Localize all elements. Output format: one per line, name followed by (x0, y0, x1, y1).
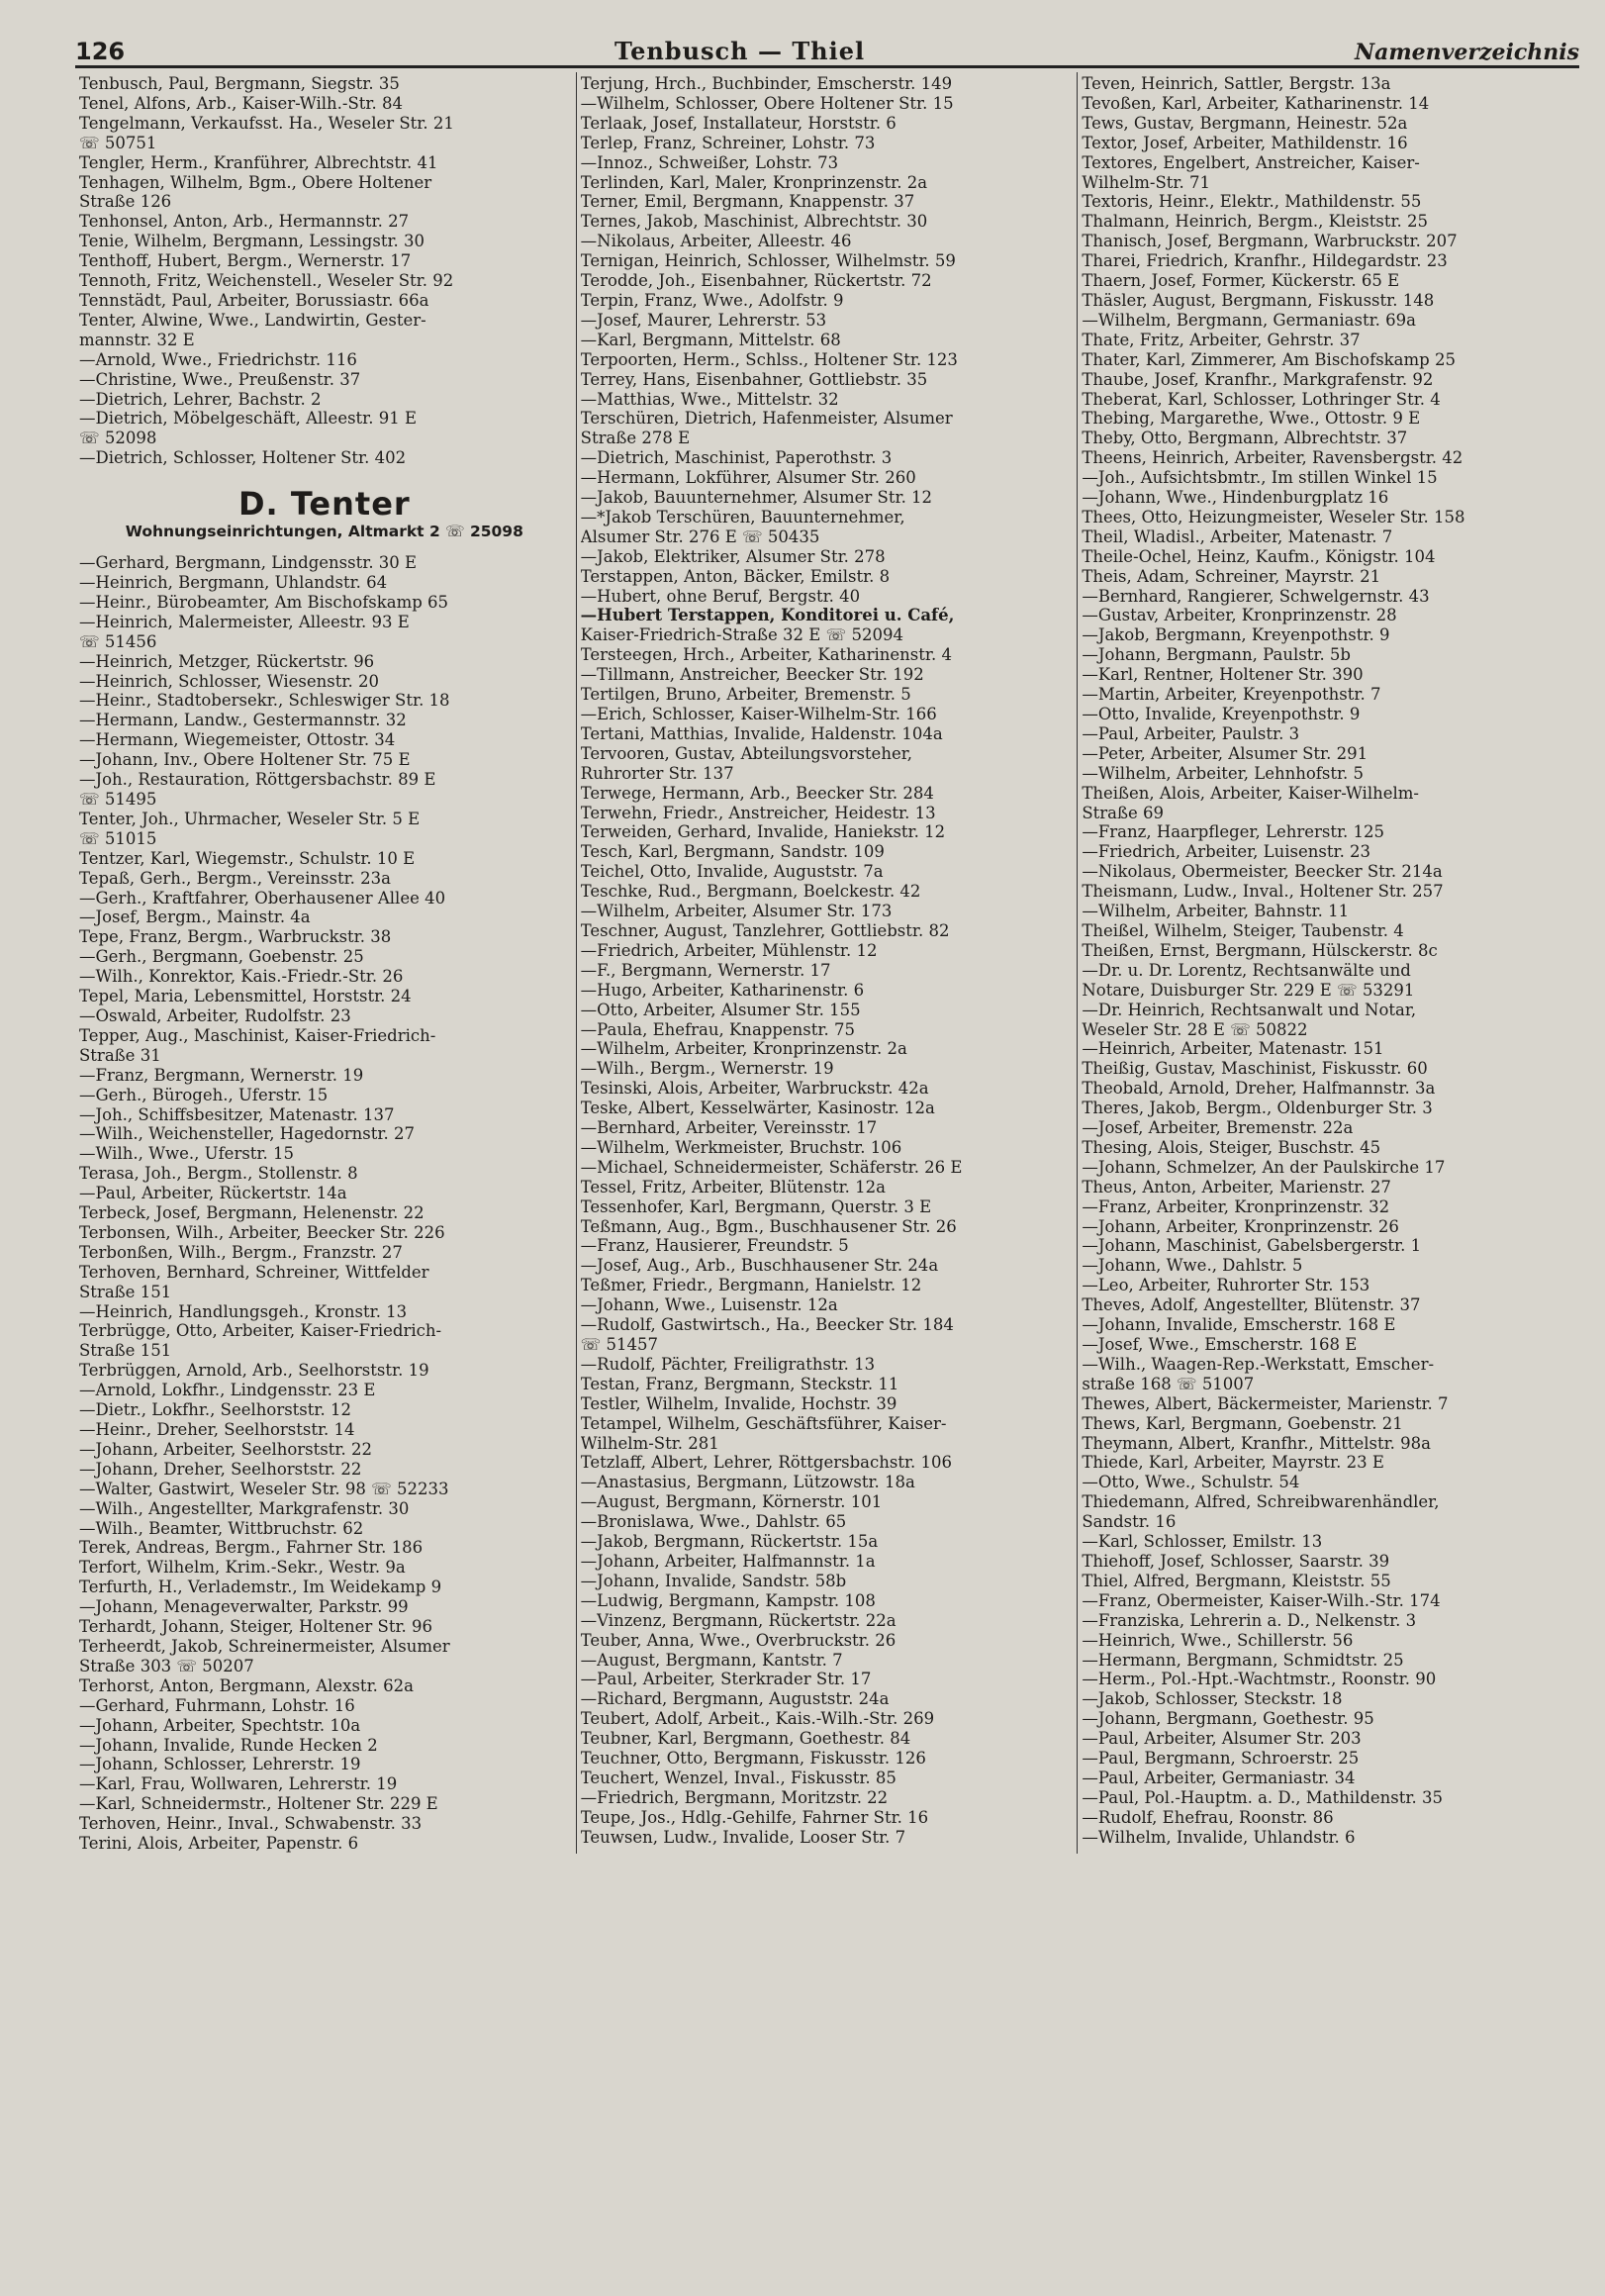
directory-entry: Theberat, Karl, Schlosser, Lothringer Str. 4 (1082, 389, 1441, 409)
directory-entry: Tepel, Maria, Lebensmittel, Horststr. 24 (79, 987, 412, 1006)
directory-entry: —Josef, Wwe., Emscherstr. 168 E (1082, 1335, 1358, 1354)
directory-entry: —Hubert, ohne Beruf, Bergstr. 40 (580, 586, 861, 606)
directory-entry: Straße 151 (79, 1282, 172, 1301)
directory-entry: —Paul, Pol.-Hauptm. a. D., Mathildenstr. 35 (1082, 1787, 1443, 1807)
directory-entry: Testler, Wilhelm, Invalide, Hochstr. 39 (580, 1393, 897, 1413)
directory-entry: —Franz, Hausierer, Freundstr. 5 (580, 1236, 849, 1256)
directory-entry: —Rudolf, Pächter, Freiligrathstr. 13 (580, 1354, 876, 1374)
directory-entry: —Otto, Invalide, Kreyenpothstr. 9 (1082, 705, 1361, 723)
directory-entry: Terweiden, Gerhard, Invalide, Haniekstr. 12 (580, 822, 946, 842)
page-number: 126 (75, 38, 126, 65)
directory-entry: Theile-Ochel, Heinz, Kaufm., Königstr. 104 (1082, 546, 1436, 566)
directory-entry: —Innoz., Schweißer, Lohstr. 73 (580, 152, 839, 172)
directory-entry: Thanisch, Josef, Bergmann, Warbruckstr. 207 (1082, 232, 1458, 251)
directory-entry: —Wilhelm, Schlosser, Obere Holtener Str. 15 (580, 93, 954, 113)
directory-entry: Wilhelm-Str. 71 (1082, 172, 1210, 192)
columns (75, 72, 1579, 1854)
directory-entry: —Hugo, Arbeiter, Katharinenstr. 6 (580, 980, 865, 1000)
directory-entry: Terpoorten, Herm., Schlss., Holtener Str. 123 (580, 349, 958, 369)
directory-entry: —Johann, Menageverwalter, Parkstr. 99 (79, 1597, 409, 1617)
directory-entry: Terasa, Joh., Bergm., Stollenstr. 8 (79, 1164, 358, 1184)
directory-entry: Theres, Jakob, Bergm., Oldenburger Str. 3 (1082, 1099, 1433, 1118)
directory-entry: Thiel, Alfred, Bergmann, Kleiststr. 55 (1082, 1571, 1391, 1590)
directory-entry: Ternes, Jakob, Maschinist, Albrechtstr. 30 (580, 212, 928, 232)
directory-entry: —Heinrich, Handlungsgeh., Kronstr. 13 (79, 1301, 408, 1321)
directory-entry: Terwehn, Friedr., Anstreicher, Heidestr. 13 (580, 803, 936, 822)
directory-entry: Terbonßen, Wilh., Bergm., Franzstr. 27 (79, 1242, 403, 1262)
directory-entry: Terini, Alois, Arbeiter, Papenstr. 6 (79, 1834, 359, 1854)
directory-entry: Terek, Andreas, Bergm., Fahrner Str. 186 (79, 1538, 424, 1558)
directory-entry: —Heinr., Bürobeamter, Am Bischofskamp 65 (79, 592, 449, 612)
directory-entry: Terheerdt, Jakob, Schreinermeister, Alsumer (79, 1636, 450, 1656)
directory-entry: —Josef, Maurer, Lehrerstr. 53 (580, 310, 827, 330)
directory-entry: —Paul, Arbeiter, Germaniastr. 34 (1082, 1768, 1356, 1787)
directory-entry: —Jakob, Bauunternehmer, Alsumer Str. 12 (580, 488, 933, 508)
directory-entry: —Johann, Wwe., Hindenburgplatz 16 (1082, 488, 1389, 508)
directory-entry: Tews, Gustav, Bergmann, Heinestr. 52a (1082, 113, 1408, 133)
directory-entry: Teske, Albert, Kesselwärter, Kasinostr. 12a (580, 1099, 935, 1118)
directory-entry: Terlep, Franz, Schreiner, Lohstr. 73 (580, 133, 876, 152)
directory-entry: Tengelmann, Verkaufsst. Ha., Weseler Str. 21 (79, 113, 454, 133)
directory-entry: Terfurth, H., Verlademstr., Im Weidekamp 9 (79, 1578, 442, 1597)
directory-entry: —Johann, Invalide, Emscherstr. 168 E (1082, 1315, 1396, 1335)
directory-entry: Tenhagen, Wilhelm, Bgm., Obere Holtener (79, 172, 432, 192)
directory-entry: Straße 278 E (580, 429, 691, 448)
directory-entry: Thiedemann, Alfred, Schreibwarenhändler, (1082, 1492, 1440, 1512)
directory-entry: Tharei, Friedrich, Kranfhr., Hildegardstr. 23 (1082, 251, 1448, 271)
directory-entry: Straße 151 (79, 1341, 172, 1361)
directory-entry: —Gerh., Kraftfahrer, Oberhausener Allee 40 (79, 888, 446, 908)
directory-entry: Tesch, Karl, Bergmann, Sandstr. 109 (580, 842, 885, 862)
directory-entry: Theens, Heinrich, Arbeiter, Ravensbergstr. 42 (1082, 448, 1463, 468)
directory-entry: Terfort, Wilhelm, Krim.-Sekr., Westr. 9a (79, 1558, 406, 1578)
directory-entry: —Gerhard, Fuhrmann, Lohstr. 16 (79, 1695, 355, 1715)
directory-entry: —Otto, Arbeiter, Alsumer Str. 155 (580, 1000, 861, 1019)
directory-entry: Straße 69 (1082, 803, 1165, 822)
directory-entry: —Franz, Haarpfleger, Lehrerstr. 125 (1082, 822, 1385, 842)
directory-entry: Tenel, Alfons, Arb., Kaiser-Wilh.-Str. 84 (79, 93, 403, 113)
directory-entry: —Johann, Arbeiter, Spechtstr. 10a (79, 1715, 361, 1735)
directory-entry: Teubert, Adolf, Arbeit., Kais.-Wilh.-Str. 269 (580, 1709, 935, 1729)
directory-entry: —Jakob, Bergmann, Kreyenpothstr. 9 (1082, 625, 1390, 645)
directory-entry: Teuchner, Otto, Bergmann, Fiskusstr. 126 (580, 1749, 926, 1769)
directory-entry: Teschke, Rud., Bergmann, Boelckestr. 42 (580, 882, 921, 902)
directory-entry: —Matthias, Wwe., Mittelstr. 32 (580, 389, 839, 409)
column-1-top-entries (79, 74, 570, 468)
directory-entry: —Johann, Wwe., Luisenstr. 12a (580, 1295, 838, 1315)
directory-entry: —Dr. u. Dr. Lorentz, Rechtsanwälte und (1082, 960, 1411, 980)
directory-entry: Teuwsen, Ludw., Invalide, Looser Str. 7 (580, 1827, 906, 1847)
directory-entry: —Wilhelm, Arbeiter, Alsumer Str. 173 (580, 902, 893, 921)
directory-entry: —Peter, Arbeiter, Alsumer Str. 291 (1082, 743, 1369, 763)
directory-entry: Tertani, Matthias, Invalide, Haldenstr. 104a (580, 723, 943, 743)
directory-entry: —Hubert Terstappen, Konditorei u. Café, (580, 606, 955, 625)
directory-entry: —Wilhelm, Arbeiter, Lehnhofstr. 5 (1082, 763, 1365, 783)
directory-entry: Teven, Heinrich, Sattler, Bergstr. 13a (1082, 74, 1391, 93)
directory-entry: Tetampel, Wilhelm, Geschäftsführer, Kaiser- (580, 1413, 947, 1433)
directory-entry: —Johann, Schmelzer, An der Paulskirche 17 (1082, 1157, 1446, 1177)
directory-entry: Theis, Adam, Schreiner, Mayrstr. 21 (1082, 566, 1381, 586)
directory-entry: Tenter, Joh., Uhrmacher, Weseler Str. 5 E (79, 809, 421, 828)
directory-entry: Thesing, Alois, Steiger, Buschstr. 45 (1082, 1137, 1381, 1157)
directory-entry: —Heinrich, Arbeiter, Matenastr. 151 (1082, 1039, 1384, 1059)
directory-entry: Tenhonsel, Anton, Arb., Hermannstr. 27 (79, 212, 410, 232)
directory-entry: Tertilgen, Bruno, Arbeiter, Bremenstr. 5 (580, 685, 911, 705)
directory-entry: ☏ 51457 (580, 1335, 659, 1354)
directory-entry: Notare, Duisburger Str. 229 E ☏ 53291 (1082, 980, 1415, 1000)
directory-entry: —Johann, Bergmann, Goethestr. 95 (1082, 1709, 1374, 1729)
directory-entry: Tersteegen, Hrch., Arbeiter, Katharinenstr. 4 (580, 645, 952, 665)
directory-entry: —Walter, Gastwirt, Weseler Str. 98 ☏ 52233 (79, 1479, 449, 1498)
directory-entry: —Erich, Schlosser, Kaiser-Wilhelm-Str. 166 (580, 705, 937, 723)
ad-title: D. Tenter (237, 485, 411, 524)
directory-entry: Teßmer, Friedr., Bergmann, Hanielstr. 12 (580, 1276, 922, 1295)
directory-entry: —Joh., Schiffsbesitzer, Matenastr. 137 (79, 1104, 395, 1124)
directory-entry: Tevoßen, Karl, Arbeiter, Katharinenstr. 14 (1082, 93, 1430, 113)
directory-entry: —Vinzenz, Bergmann, Rückertstr. 22a (580, 1610, 897, 1630)
directory-entry: —Wilh., Bergm., Wernerstr. 19 (580, 1059, 834, 1079)
directory-entry: Teichel, Otto, Invalide, Auguststr. 7a (580, 862, 884, 882)
directory-entry: —Otto, Wwe., Schulstr. 54 (1082, 1473, 1300, 1492)
directory-entry: Tesinski, Alois, Arbeiter, Warbruckstr. 42a (580, 1079, 929, 1099)
column-1 (75, 72, 577, 1854)
directory-entry: —Paul, Arbeiter, Alsumer Str. 203 (1082, 1729, 1362, 1749)
directory-entry: Tessel, Fritz, Arbeiter, Blütenstr. 12a (580, 1177, 886, 1196)
directory-entry: —Karl, Schneidermstr., Holtener Str. 229 E (79, 1794, 438, 1814)
directory-entry: —Tillmann, Anstreicher, Beecker Str. 192 (580, 665, 924, 685)
directory-entry: Thalmann, Heinrich, Bergm., Kleiststr. 25 (1082, 212, 1429, 232)
directory-entry: —Wilhelm, Invalide, Uhlandstr. 6 (1082, 1827, 1356, 1847)
directory-entry: Tengler, Herm., Kranführer, Albrechtstr. 41 (79, 152, 438, 172)
directory-entry: —Dietrich, Schlosser, Holtener Str. 402 (79, 448, 407, 468)
directory-entry: —Wilh., Waagen-Rep.-Werkstatt, Emscher- (1082, 1354, 1435, 1374)
directory-entry: straße 168 ☏ 51007 (1082, 1374, 1255, 1393)
directory-entry: Terbrüggen, Arnold, Arb., Seelhorststr. 19 (79, 1361, 429, 1381)
directory-entry: —Bernhard, Arbeiter, Vereinsstr. 17 (580, 1118, 878, 1138)
directory-entry: —August, Bergmann, Körnerstr. 101 (580, 1492, 883, 1512)
directory-entry: Terbrügge, Otto, Arbeiter, Kaiser-Friedrich- (79, 1321, 442, 1341)
directory-entry: —Johann, Wwe., Dahlstr. 5 (1082, 1256, 1303, 1276)
directory-entry: —Ludwig, Bergmann, Kampstr. 108 (580, 1590, 876, 1610)
directory-entry: Theus, Anton, Arbeiter, Marienstr. 27 (1082, 1177, 1391, 1196)
directory-entry: —Franz, Arbeiter, Kronprinzenstr. 32 (1082, 1196, 1390, 1216)
directory-entry: Terhorst, Anton, Bergmann, Alexstr. 62a (79, 1675, 414, 1695)
directory-entry: —Johann, Bergmann, Paulstr. 5b (1082, 645, 1351, 665)
directory-entry: Tepper, Aug., Maschinist, Kaiser-Friedrich- (79, 1025, 436, 1045)
directory-entry: —Wilh., Weichensteller, Hagedornstr. 27 (79, 1124, 415, 1144)
column-2 (577, 72, 1079, 1854)
directory-entry: —Gerh., Bürogeh., Uferstr. 15 (79, 1085, 329, 1104)
directory-entry: Theves, Adolf, Angestellter, Blütenstr. 37 (1082, 1295, 1421, 1315)
directory-entry: —Dietrich, Möbelgeschäft, Alleestr. 91 E (79, 409, 418, 429)
directory-entry: ☏ 50751 (79, 133, 157, 152)
directory-entry: Ruhrorter Str. 137 (580, 763, 734, 783)
directory-entry: Straße 31 (79, 1045, 161, 1065)
directory-entry: Thater, Karl, Zimmerer, Am Bischofskamp 25 (1082, 349, 1456, 369)
directory-entry: Tenthoff, Hubert, Bergm., Wernerstr. 17 (79, 251, 412, 271)
directory-entry: Terstappen, Anton, Bäcker, Emilstr. 8 (580, 566, 891, 586)
directory-entry: —Jakob, Bergmann, Rückertstr. 15a (580, 1532, 879, 1552)
directory-entry: —Wilhelm, Bergmann, Germaniastr. 69a (1082, 310, 1416, 330)
directory-entry: —Arnold, Lokfhr., Lindgensstr. 23 E (79, 1381, 376, 1400)
advertisement (79, 486, 570, 541)
directory-entry: —Johann, Inv., Obere Holtener Str. 75 E (79, 750, 411, 770)
directory-entry: Teubner, Karl, Bergmann, Goethestr. 84 (580, 1729, 911, 1749)
section-title: Namenverzeichnis (1355, 40, 1579, 65)
directory-entry: Theby, Otto, Bergmann, Albrechtstr. 37 (1082, 429, 1408, 448)
directory-entry: Tervooren, Gustav, Abteilungsvorsteher, (580, 743, 913, 763)
directory-entry: Theymann, Albert, Kranfhr., Mittelstr. 98a (1082, 1433, 1432, 1453)
directory-entry: Terlinden, Karl, Maler, Kronprinzenstr. 2a (580, 172, 928, 192)
directory-entry: —Dietrich, Maschinist, Paperothstr. 3 (580, 448, 893, 468)
directory-entry: —Friedrich, Arbeiter, Mühlenstr. 12 (580, 940, 878, 960)
directory-entry: —Wilh., Angestellter, Markgrafenstr. 30 (79, 1498, 410, 1518)
directory-entry: —Friedrich, Arbeiter, Luisenstr. 23 (1082, 842, 1371, 862)
directory-entry: Terlaak, Josef, Installateur, Horststr. 6 (580, 113, 897, 133)
directory-entry: Theißen, Alois, Arbeiter, Kaiser-Wilhelm- (1082, 783, 1419, 803)
directory-entry: Thees, Otto, Heizungmeister, Weseler Str. 158 (1082, 507, 1465, 526)
directory-entry: Teupe, Jos., Hdlg.-Gehilfe, Fahrner Str. 16 (580, 1807, 929, 1827)
directory-entry: —Hermann, Lokführer, Alsumer Str. 260 (580, 468, 916, 488)
directory-entry: Theißel, Wilhelm, Steiger, Taubenstr. 4 (1082, 920, 1404, 940)
directory-entry: —Franz, Obermeister, Kaiser-Wilh.-Str. 174 (1082, 1590, 1441, 1610)
directory-entry: Tenter, Alwine, Wwe., Landwirtin, Gester- (79, 310, 426, 330)
directory-entry: Thews, Karl, Bergmann, Goebenstr. 21 (1082, 1413, 1403, 1433)
directory-entry: Textoris, Heinr., Elektr., Mathildenstr. 55 (1082, 192, 1422, 212)
directory-entry: —Rudolf, Ehefrau, Roonstr. 86 (1082, 1807, 1334, 1827)
directory-entry: Thate, Fritz, Arbeiter, Gehrstr. 37 (1082, 330, 1361, 349)
directory-entry: —Dr. Heinrich, Rechtsanwalt und Notar, (1082, 1000, 1417, 1019)
directory-entry: —Nikolaus, Obermeister, Beecker Str. 214a (1082, 862, 1443, 882)
directory-entry: —Oswald, Arbeiter, Rudolfstr. 23 (79, 1005, 351, 1025)
directory-entry: —Dietr., Lokfhr., Seelhorststr. 12 (79, 1400, 351, 1420)
directory-entry: —Johann, Invalide, Sandstr. 58b (580, 1571, 847, 1590)
directory-entry: —*Jakob Terschüren, Bauunternehmer, (580, 507, 905, 526)
directory-entry: Thäsler, August, Bergmann, Fiskusstr. 148 (1082, 290, 1435, 310)
directory-entry: —Heinrich, Wwe., Schillerstr. 56 (1082, 1630, 1354, 1650)
directory-entry: Ternigan, Heinrich, Schlosser, Wilhelmstr. 59 (580, 251, 956, 271)
directory-entry: Textor, Josef, Arbeiter, Mathildenstr. 16 (1082, 133, 1408, 152)
directory-entry: ☏ 51456 (79, 631, 157, 651)
directory-entry: Tennoth, Fritz, Weichenstell., Weseler Str. 92 (79, 271, 454, 291)
directory-entry: —Rudolf, Gastwirtsch., Ha., Beecker Str. 184 (580, 1315, 954, 1335)
directory-entry: —Michael, Schneidermeister, Schäferstr. 26 E (580, 1157, 963, 1177)
directory-entry: —Bronislawa, Wwe., Dahlstr. 65 (580, 1512, 847, 1532)
directory-entry: Wilhelm-Str. 281 (580, 1433, 719, 1453)
directory-entry: —Karl, Bergmann, Mittelstr. 68 (580, 330, 841, 349)
directory-entry: —Leo, Arbeiter, Ruhrorter Str. 153 (1082, 1276, 1370, 1295)
directory-entry: —Anastasius, Bergmann, Lützowstr. 18a (580, 1473, 915, 1492)
directory-entry: —Wilhelm, Arbeiter, Bahnstr. 11 (1082, 902, 1350, 921)
directory-entry: Terbonsen, Wilh., Arbeiter, Beecker Str. 226 (79, 1222, 445, 1242)
directory-entry: Teuchert, Wenzel, Inval., Fiskusstr. 85 (580, 1768, 897, 1787)
directory-entry: —Nikolaus, Arbeiter, Alleestr. 46 (580, 232, 852, 251)
directory-entry: Tepe, Franz, Bergm., Warbruckstr. 38 (79, 927, 392, 947)
directory-entry: Terschüren, Dietrich, Hafenmeister, Alsumer (580, 409, 953, 429)
directory-entry: —Johann, Arbeiter, Halfmannstr. 1a (580, 1551, 876, 1571)
directory-entry: —Franziska, Lehrerin a. D., Nelkenstr. 3 (1082, 1610, 1417, 1630)
page-header (75, 30, 1579, 68)
directory-entry: —Wilhelm, Arbeiter, Kronprinzenstr. 2a (580, 1039, 907, 1059)
directory-entry: —Johann, Invalide, Runde Hecken 2 (79, 1735, 378, 1755)
directory-entry: Terner, Emil, Bergmann, Knappenstr. 37 (580, 192, 915, 212)
directory-entry: Theißig, Gustav, Maschinist, Fiskusstr. 60 (1082, 1059, 1428, 1079)
directory-entry: Thewes, Albert, Bäckermeister, Marienstr. 7 (1082, 1393, 1449, 1413)
directory-entry: Teuber, Anna, Wwe., Overbruckstr. 26 (580, 1630, 897, 1650)
directory-entry: —August, Bergmann, Kantstr. 7 (580, 1650, 843, 1670)
directory-entry: Thaube, Josef, Kranfhr., Markgrafenstr. 92 (1082, 369, 1434, 389)
directory-entry: —Karl, Rentner, Holtener Str. 390 (1082, 665, 1364, 685)
page-title: Tenbusch — Thiel (614, 37, 866, 65)
directory-entry: —Gerh., Bergmann, Goebenstr. 25 (79, 947, 364, 967)
directory-entry: —Johann, Maschinist, Gabelsbergerstr. 1 (1082, 1236, 1422, 1256)
directory-entry: Theismann, Ludw., Inval., Holtener Str. 257 (1082, 882, 1444, 902)
directory-entry: Terbeck, Josef, Bergmann, Helenenstr. 22 (79, 1203, 425, 1223)
directory-entry: ☏ 51495 (79, 790, 157, 809)
directory-entry: —Hermann, Bergmann, Schmidtstr. 25 (1082, 1650, 1404, 1670)
directory-entry: —Bernhard, Rangierer, Schwelgernstr. 43 (1082, 586, 1430, 606)
directory-entry: —Paul, Arbeiter, Sterkrader Str. 17 (580, 1670, 872, 1689)
directory-entry: —Jakob, Schlosser, Steckstr. 18 (1082, 1689, 1343, 1709)
directory-entry: Thaern, Josef, Former, Kückerstr. 65 E (1082, 271, 1400, 291)
directory-entry: —Johann, Arbeiter, Seelhorststr. 22 (79, 1439, 372, 1459)
directory-entry: —Joh., Aufsichtsbmtr., Im stillen Winkel 15 (1082, 468, 1438, 488)
column-3 (1078, 72, 1579, 1854)
directory-entry: Theißen, Ernst, Bergmann, Hülsckerstr. 8c (1082, 940, 1438, 960)
directory-entry: Tessenhofer, Karl, Bergmann, Querstr. 3 E (580, 1196, 932, 1216)
directory-entry: Tennstädt, Paul, Arbeiter, Borussiastr. 66a (79, 290, 429, 310)
directory-entry: —Heinr., Stadtobersekr., Schleswiger Str. 18 (79, 691, 450, 711)
directory-entry: —Josef, Bergm., Mainstr. 4a (79, 908, 311, 927)
directory-entry: —Paul, Arbeiter, Rückertstr. 14a (79, 1184, 347, 1203)
directory-entry: —Joh., Restauration, Röttgersbachstr. 89 E (79, 770, 436, 790)
directory-entry: Thiehoff, Josef, Schlosser, Saarstr. 39 (1082, 1551, 1390, 1571)
directory-entry: —Karl, Schlosser, Emilstr. 13 (1082, 1532, 1323, 1552)
directory-entry: —Heinrich, Bergmann, Uhlandstr. 64 (79, 573, 388, 593)
directory-entry: —Martin, Arbeiter, Kreyenpothstr. 7 (1082, 685, 1381, 705)
directory-entry: Terjung, Hrch., Buchbinder, Emscherstr. 149 (580, 74, 953, 93)
directory-entry: —Hermann, Wiegemeister, Ottostr. 34 (79, 730, 396, 750)
directory-entry: Terhoven, Heinr., Inval., Schwabenstr. 33 (79, 1814, 423, 1834)
directory-entry: Tentzer, Karl, Wiegemstr., Schulstr. 10 E (79, 848, 416, 868)
directory-entry: —Friedrich, Bergmann, Moritzstr. 22 (580, 1787, 889, 1807)
directory-entry: —Christine, Wwe., Preußenstr. 37 (79, 369, 361, 389)
directory-entry: —Paula, Ehefrau, Knappenstr. 75 (580, 1019, 855, 1039)
directory-entry: Textores, Engelbert, Anstreicher, Kaiser- (1082, 152, 1420, 172)
directory-entry: —Richard, Bergmann, Auguststr. 24a (580, 1689, 890, 1709)
directory-entry: Teßmann, Aug., Bgm., Buschhausener Str. 26 (580, 1216, 957, 1236)
directory-entry: —Jakob, Elektriker, Alsumer Str. 278 (580, 546, 886, 566)
directory-entry: Sandstr. 16 (1082, 1512, 1177, 1532)
column-1-bottom-entries (79, 553, 570, 1854)
directory-entry: Straße 303 ☏ 50207 (79, 1656, 254, 1675)
directory-entry: —Heinrich, Malermeister, Alleestr. 93 E (79, 612, 410, 631)
ad-subtitle: Wohnungseinrichtungen, Altmarkt 2 ☏ 25098 (125, 523, 523, 541)
directory-entry: Tetzlaff, Albert, Lehrer, Röttgersbachstr. 106 (580, 1453, 953, 1473)
directory-entry: Theil, Wladisl., Arbeiter, Matenastr. 7 (1082, 526, 1393, 546)
directory-entry: Terhoven, Bernhard, Schreiner, Wittfelder (79, 1262, 429, 1282)
directory-entry: —Josef, Aug., Arb., Buschhausener Str. 24a (580, 1256, 939, 1276)
directory-entry: Testan, Franz, Bergmann, Steckstr. 11 (580, 1374, 899, 1393)
directory-entry: ☏ 51015 (79, 828, 157, 848)
directory-entry: —Heinrich, Schlosser, Wiesenstr. 20 (79, 671, 379, 691)
directory-entry: —Paul, Arbeiter, Paulstr. 3 (1082, 723, 1300, 743)
directory-entry: Alsumer Str. 276 E ☏ 50435 (580, 526, 820, 546)
directory-entry: —Franz, Bergmann, Wernerstr. 19 (79, 1065, 364, 1085)
directory-entry: Weseler Str. 28 E ☏ 50822 (1082, 1019, 1308, 1039)
directory-entry: —Hermann, Landw., Gestermannstr. 32 (79, 711, 407, 730)
directory-entry: Terrey, Hans, Eisenbahner, Gottliebstr. 35 (580, 369, 928, 389)
directory-entry: Tepaß, Gerh., Bergm., Vereinsstr. 23a (79, 868, 391, 888)
directory-entry: Kaiser-Friedrich-Straße 32 E ☏ 52094 (580, 625, 903, 645)
directory-entry: —Wilh., Wwe., Uferstr. 15 (79, 1144, 294, 1164)
directory-entry: —Heinr., Dreher, Seelhorststr. 14 (79, 1420, 355, 1439)
directory-entry: —Paul, Bergmann, Schroerstr. 25 (1082, 1749, 1360, 1769)
directory-entry: Terhardt, Johann, Steiger, Holtener Str. 96 (79, 1617, 433, 1637)
directory-entry: ☏ 52098 (79, 429, 157, 448)
directory-entry: —Josef, Arbeiter, Bremenstr. 22a (1082, 1118, 1354, 1138)
directory-entry: —Gustav, Arbeiter, Kronprinzenstr. 28 (1082, 606, 1397, 625)
directory-entry: —Gerhard, Bergmann, Lindgensstr. 30 E (79, 553, 418, 573)
directory-entry: —F., Bergmann, Wernerstr. 17 (580, 960, 831, 980)
directory-entry: Terodde, Joh., Eisenbahner, Rückertstr. 72 (580, 271, 932, 291)
directory-entry: mannstr. 32 E (79, 330, 195, 349)
directory-entry: —Karl, Frau, Wollwaren, Lehrerstr. 19 (79, 1774, 398, 1794)
directory-entry: —Johann, Schlosser, Lehrerstr. 19 (79, 1755, 361, 1774)
directory-entry: —Wilhelm, Werkmeister, Bruchstr. 106 (580, 1137, 902, 1157)
directory-entry: —Herm., Pol.-Hpt.-Wachtmstr., Roonstr. 90 (1082, 1670, 1437, 1689)
directory-entry: Tenbusch, Paul, Bergmann, Siegstr. 35 (79, 74, 400, 93)
directory-entry: Teschner, August, Tanzlehrer, Gottliebstr. 82 (580, 920, 950, 940)
directory-entry: —Dietrich, Lehrer, Bachstr. 2 (79, 389, 322, 409)
directory-entry: —Johann, Dreher, Seelhorststr. 22 (79, 1459, 362, 1479)
directory-entry: —Wilh., Beamter, Wittbruchstr. 62 (79, 1518, 364, 1538)
directory-entry: Tenie, Wilhelm, Bergmann, Lessingstr. 30 (79, 232, 425, 251)
directory-entry: Terwege, Hermann, Arb., Beecker Str. 284 (580, 783, 934, 803)
directory-entry: Thiede, Karl, Arbeiter, Mayrstr. 23 E (1082, 1453, 1384, 1473)
directory-entry: Thebing, Margarethe, Wwe., Ottostr. 9 E (1082, 409, 1421, 429)
directory-entry: Theobald, Arnold, Dreher, Halfmannstr. 3a (1082, 1079, 1436, 1099)
directory-entry: Terpin, Franz, Wwe., Adolfstr. 9 (580, 290, 844, 310)
directory-entry: —Johann, Arbeiter, Kronprinzenstr. 26 (1082, 1216, 1399, 1236)
directory-entry: —Heinrich, Metzger, Rückertstr. 96 (79, 651, 375, 671)
directory-entry: —Arnold, Wwe., Friedrichstr. 116 (79, 349, 357, 369)
directory-entry: —Wilh., Konrektor, Kais.-Friedr.-Str. 26 (79, 967, 404, 987)
directory-entry: Straße 126 (79, 192, 172, 212)
